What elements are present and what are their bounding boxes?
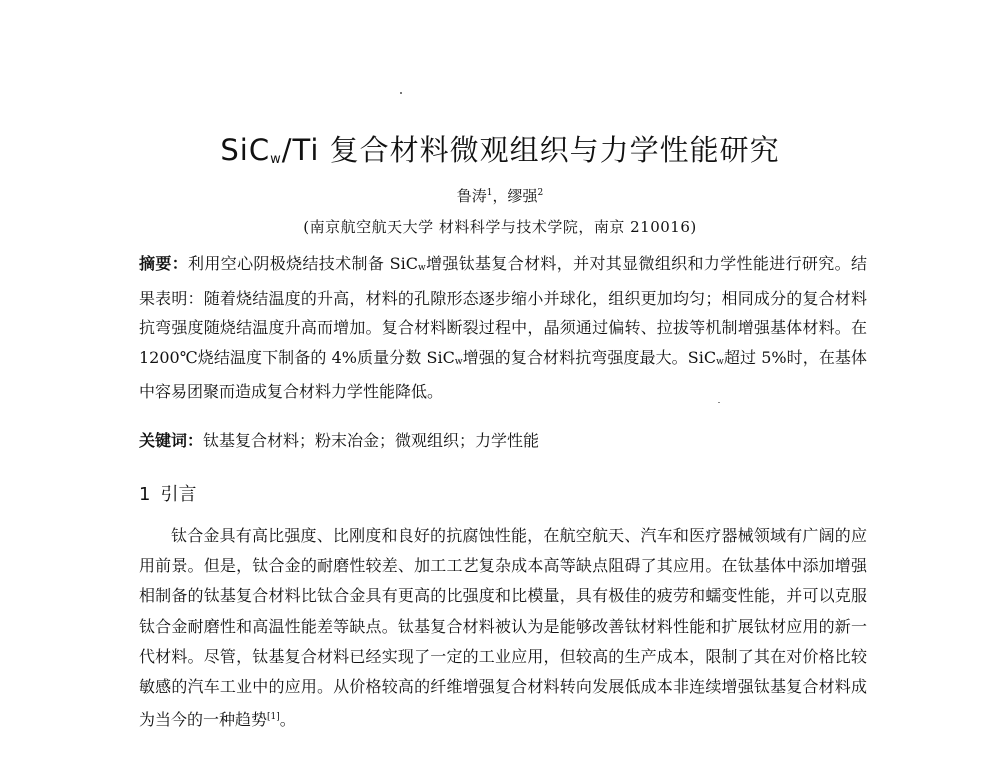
author-list: 鲁涛$^1$，缪强$^2$ [456,187,544,205]
section-number: 1 [139,484,151,505]
scan-speck [400,92,402,94]
section-title: 引言 [160,484,197,505]
keywords-text: 钛基复合材料；粉末冶金；微观组织；力学性能 [203,431,540,450]
paper-title: SiC$_w$/Ti 复合材料微观组织与力学性能研究 [220,133,780,167]
abstract-label: 摘要： [139,254,189,273]
keywords-label: 关键词： [139,431,204,450]
author-affiliation-mark: 2 [537,188,544,198]
author-name: 鲁涛 [456,187,487,205]
section-heading [139,480,196,506]
keywords [139,428,867,451]
affiliation: (南京航空航天大学 材料科学与技术学院，南京 210016) [303,218,697,236]
author-affiliation-mark: 1 [486,188,493,198]
citation-ref[interactable]: [1] [267,712,280,723]
intro-paragraph: 钛合金具有高比强度、比刚度和良好的抗腐蚀性能，在航空航天、汽车和医疗器械领域有广阔的应用前景。但是，钛合金的耐磨性较差、加工工艺复杂成本高等缺点阻碍了其应用。在钛基体中添加增强相制备的钛基复合材料比钛合金具有更高的比强度和比模量，具有极佳的疲劳和蠕变性能，并可以克服钛合金耐磨性和高温性能差等缺点。钛基复合材料被认为是能够改善钛材料性能和扩展钛材应用的新一代材料。尽管，钛基复合材料已经实现了一定的工业应用，但较高的生产成本，限制了其在对价格比较敏感的汽车工业中的应用。从价格较高的纤维增强复合材料转向发展低成本非连续增强钛基复合材料成为当今的一种趋势[1]。 [139,526,867,730]
abstract: 摘要：利用空心阴极烧结技术制备 SiC$_w$增强钛基复合材料，并对其显微组织和力学性能进行研究。结果表明：随着烧结温度的升高，材料的孔隙形态逐步缩小并球化，组织更加均匀；相同成分的复合材料抗弯强度随烧结温度升高而增加。复合材料断裂过程中，晶须通过偏转、拉拔等机制增强基体材料。在 1200℃烧结温度下制备的 4%质量分数 SiC$_w$增强的复合材料抗弯强度最大。SiC$_w$超过 5%时，在基体中容易团聚而造成复合材料力学性能降低。 [139,254,867,401]
author-name: 缪强 [507,187,538,205]
